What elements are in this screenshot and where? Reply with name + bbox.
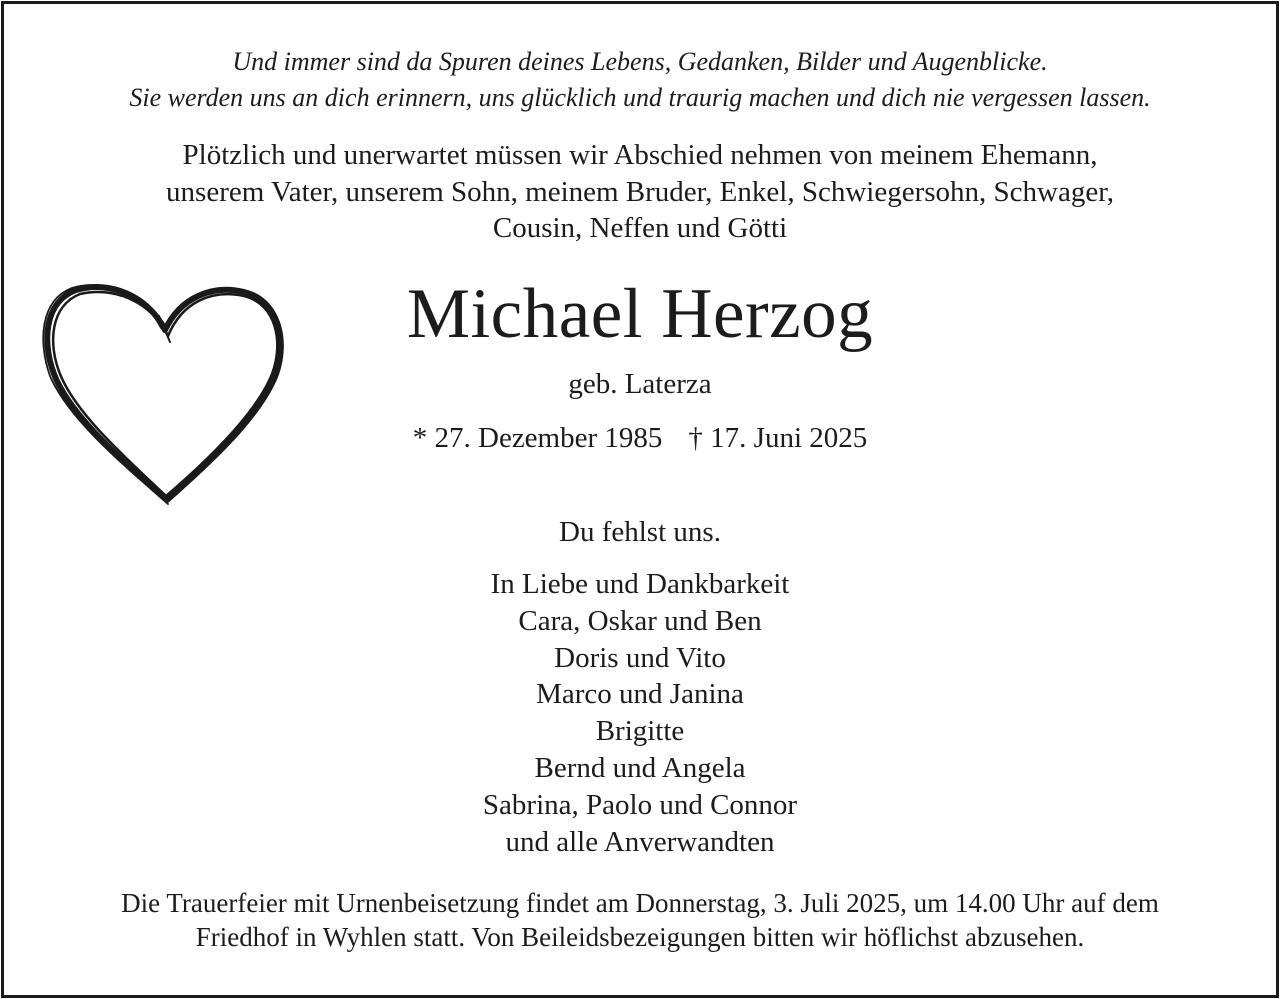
- mourners-line: Marco und Janina: [536, 678, 744, 711]
- announcement-intro: [0, 137, 1280, 247]
- notice-line-2: Friedhof in Wyhlen statt. Von Beileidsbezeigungen bitten wir höflichst abzusehen.: [195, 922, 1085, 952]
- mourners-line: Doris und Vito: [554, 641, 726, 674]
- quote-line-2: Sie werden uns an dich erinnern, uns glücklich und traurig machen und dich nie vergessen lassen.: [129, 83, 1151, 112]
- mourners-line: Cara, Oskar und Ben: [518, 604, 762, 637]
- intro-line-3: Cousin, Neffen und Götti: [492, 212, 788, 244]
- farewell-message: Du fehlst uns.: [559, 516, 721, 548]
- intro-line-1: Plötzlich und unerwartet müssen wir Abschied nehmen von meinem Ehemann,: [182, 139, 1098, 171]
- memorial-quote: [0, 44, 1280, 116]
- birth-name: geb. Laterza: [568, 368, 712, 400]
- deceased-name: Michael Herzog: [406, 275, 874, 353]
- notice-line-1: Die Trauerfeier mit Urnenbeisetzung findet am Donnerstag, 3. Juli 2025, um 14.00 Uhr auf dem: [121, 888, 1159, 918]
- funeral-notice: [0, 886, 1280, 954]
- mourners-list: [0, 566, 1280, 860]
- mourners-line: Bernd und Angela: [534, 751, 746, 784]
- death-date: † 17. Juni 2025: [688, 422, 868, 454]
- life-dates: [0, 420, 1280, 456]
- quote-line-1: Und immer sind da Spuren deines Lebens, Gedanken, Bilder und Augenblicke.: [232, 47, 1048, 76]
- mourners-line: und alle Anverwandten: [505, 825, 775, 858]
- intro-line-2: unserem Vater, unserem Sohn, meinem Bruder, Enkel, Schwiegersohn, Schwager,: [166, 175, 1114, 208]
- mourners-line: Sabrina, Paolo und Connor: [482, 788, 798, 821]
- mourners-line: In Liebe und Dankbarkeit: [490, 568, 790, 600]
- birth-date: * 27. Dezember 1985: [412, 422, 663, 454]
- mourners-line: Brigitte: [595, 715, 685, 748]
